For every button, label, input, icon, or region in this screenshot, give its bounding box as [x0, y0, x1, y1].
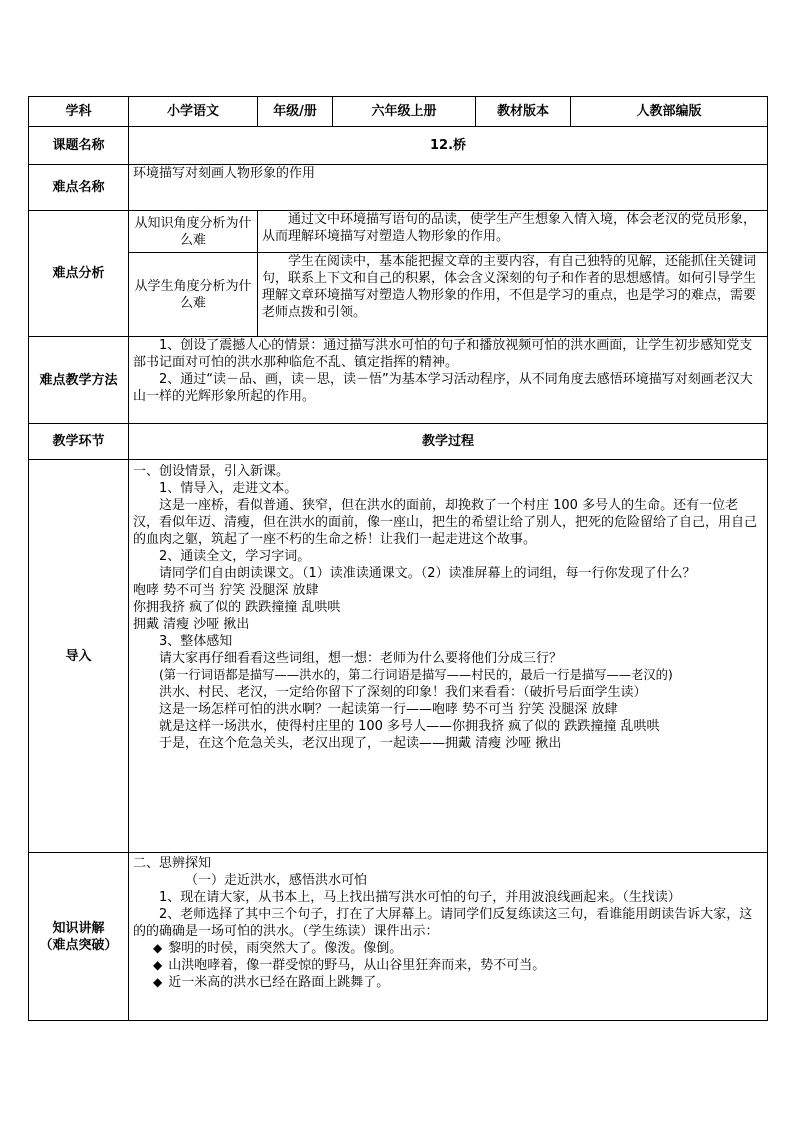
- knowledge-row: [29, 853, 768, 1021]
- knowledge-explain-label: [29, 853, 129, 1021]
- method-item-1: 1、创设了震撼人心的情景：通过描写洪水可怕的句子和播放视频可怕的洪水画面，让学生初步感知党支部书记面对可怕的洪水那种临危不乱、镇定指挥的精神。: [133, 338, 753, 370]
- word-row-2: 你拥我挤 疯了似的 跌跌撞撞 乱哄哄: [133, 600, 341, 615]
- diamond-bullet-icon: ◆: [153, 941, 163, 955]
- intro-line: 2、通读全文，学习字词。: [159, 549, 311, 564]
- process-label: 教学过程: [129, 424, 768, 460]
- header-row: [29, 97, 768, 127]
- student-angle-text: [258, 253, 768, 337]
- knowledge-line: （一）走近洪水，感悟洪水可怕: [185, 873, 368, 888]
- knowledge-explain-title: 知识讲解: [52, 920, 105, 936]
- method-row: [29, 337, 768, 424]
- lesson-title-label: 课题名称: [29, 127, 129, 165]
- lesson-title-value: 12.桥: [129, 127, 768, 165]
- lesson-title-row: [29, 127, 768, 165]
- student-angle-label: 从学生角度分析为什么难: [129, 253, 258, 337]
- knowledge-angle-text: [258, 211, 768, 253]
- intro-line: 1、情导入，走进文本。: [159, 481, 298, 496]
- intro-line: 请大家再仔细看看这些词组，想一想：老师为什么要将他们分成三行？: [159, 651, 563, 666]
- student-angle-paragraph: 学生在阅读中，基本能把握文章的主要内容，有自己独特的见解，还能抓住关键词句，联系上下文和自己的积累，体会含义深刻的句子和作者的思想感情。如何引导学生理解文章环境描写对塑造人物形象的作用，不但是学习的重点，也是学习的难点，需要老师点拨和引领。: [262, 254, 757, 320]
- knowledge-angle-label: 从知识角度分析为什么难: [129, 211, 258, 253]
- edition-value: 人教部编版: [571, 97, 768, 127]
- intro-line: 一、创设情景，引入新课。: [133, 464, 290, 479]
- intro-row: [29, 460, 768, 853]
- method-item-2: 2、通过“读－品、画，读－思，读－悟”为基本学习活动程序，从不同角度去感悟环境描写对刻画老汉大山一样的光辉形象所起的作用。: [133, 372, 753, 404]
- student-analysis-row: [29, 253, 768, 337]
- knowledge-line: 1、现在请大家，从书本上，马上找出描写洪水可怕的句子，并用波浪线画起来。（生找读）: [159, 890, 681, 905]
- word-row-1: 咆哮 势不可当 狞笑 没腿深 放肆: [133, 583, 319, 598]
- intro-line: 就是这样一场洪水，使得村庄里的 100 多号人——你拥我挤 疯了似的 跌跌撞撞 乱哄哄: [159, 719, 660, 734]
- knowledge-analysis-row: [29, 211, 768, 253]
- edition-label: 教材版本: [476, 97, 571, 127]
- difficulty-analysis-label: 难点分析: [29, 211, 129, 337]
- intro-line: 于是，在这个危急关头，老汉出现了，一起读——拥戴 清瘦 沙哑 揪出: [159, 736, 562, 751]
- quote-item-1: [133, 940, 763, 957]
- quote-item-3: [133, 974, 763, 991]
- stage-label: 教学环节: [29, 424, 129, 460]
- intro-line: 洪水、村民、老汉，一定给你留下了深刻的印象！我们来看看：（破折号后面学生读）: [159, 685, 647, 700]
- diamond-bullet-icon: ◆: [153, 958, 163, 972]
- method-text: [129, 337, 768, 424]
- grade-label: 年级/册: [258, 97, 333, 127]
- difficulty-name-row: [29, 165, 768, 211]
- quote-text: 黎明的时侯，雨突然大了。像泼。像倒。: [168, 941, 403, 956]
- lesson-plan-table: [28, 96, 768, 1021]
- intro-line: 这是一场怎样可怕的洪水啊？一起读第一行——咆哮 势不可当 狞笑 没腿深 放肆: [159, 702, 618, 717]
- knowledge-line: 二、思辨探知: [133, 856, 212, 871]
- intro-line: 3、整体感知: [159, 634, 233, 649]
- quote-text: 山洪咆哮着，像一群受惊的野马，从山谷里狂奔而来，势不可当。: [168, 958, 546, 973]
- intro-line: 请同学们自由朗读课文。（1）读准读通课文。（2）读准屏幕上的词组，每一行你发现了什么？: [159, 566, 696, 581]
- difficulty-name-label: 难点名称: [29, 165, 129, 211]
- intro-label: 导入: [29, 460, 129, 853]
- grade-value: 六年级上册: [333, 97, 476, 127]
- quote-text: 近一米高的洪水已经在路面上跳舞了。: [168, 975, 390, 990]
- knowledge-explain-subtitle: （难点突破）: [39, 937, 118, 953]
- knowledge-content: [129, 853, 768, 1021]
- knowledge-line: 2、老师选择了其中三个句子，打在了大屏幕上。请同学们反复练读这三句，看谁能用朗读告诉大家，这的的确确是一场可怕的洪水。（学生练读）课件出示：: [133, 907, 753, 939]
- process-header-row: [29, 424, 768, 460]
- intro-content: [129, 460, 768, 853]
- knowledge-angle-paragraph: 通过文中环境描写语句的品读，使学生产生想象入情入境，体会老汉的党员形象，从而理解环境描写对塑造人物形象的作用。: [262, 212, 757, 244]
- diamond-bullet-icon: ◆: [153, 975, 163, 989]
- method-label: 难点教学方法: [29, 337, 129, 424]
- subject-label: 学科: [29, 97, 129, 127]
- word-row-3: 拥戴 清瘦 沙哑 揪出: [133, 617, 250, 632]
- difficulty-name-value: 环境描写对刻画人物形象的作用: [129, 165, 768, 211]
- intro-story: 这是一座桥，看似普通、狭窄，但在洪水的面前，却挽救了一个村庄 100 多号人的生命。还有一位老汉，看似年迈、清瘦，但在洪水的面前，像一座山，把生的希望让给了别人，把死的危险留给了自己，用自己的血肉之躯，筑起了一座不朽的生命之桥！让我们一起走进这个故事。: [133, 498, 758, 547]
- intro-line: (第一行词语都是描写——洪水的，第二行词语是描写——村民的，最后一行是描写——老汉的): [159, 668, 673, 682]
- quote-item-2: [133, 957, 763, 974]
- subject-value: 小学语文: [129, 97, 258, 127]
